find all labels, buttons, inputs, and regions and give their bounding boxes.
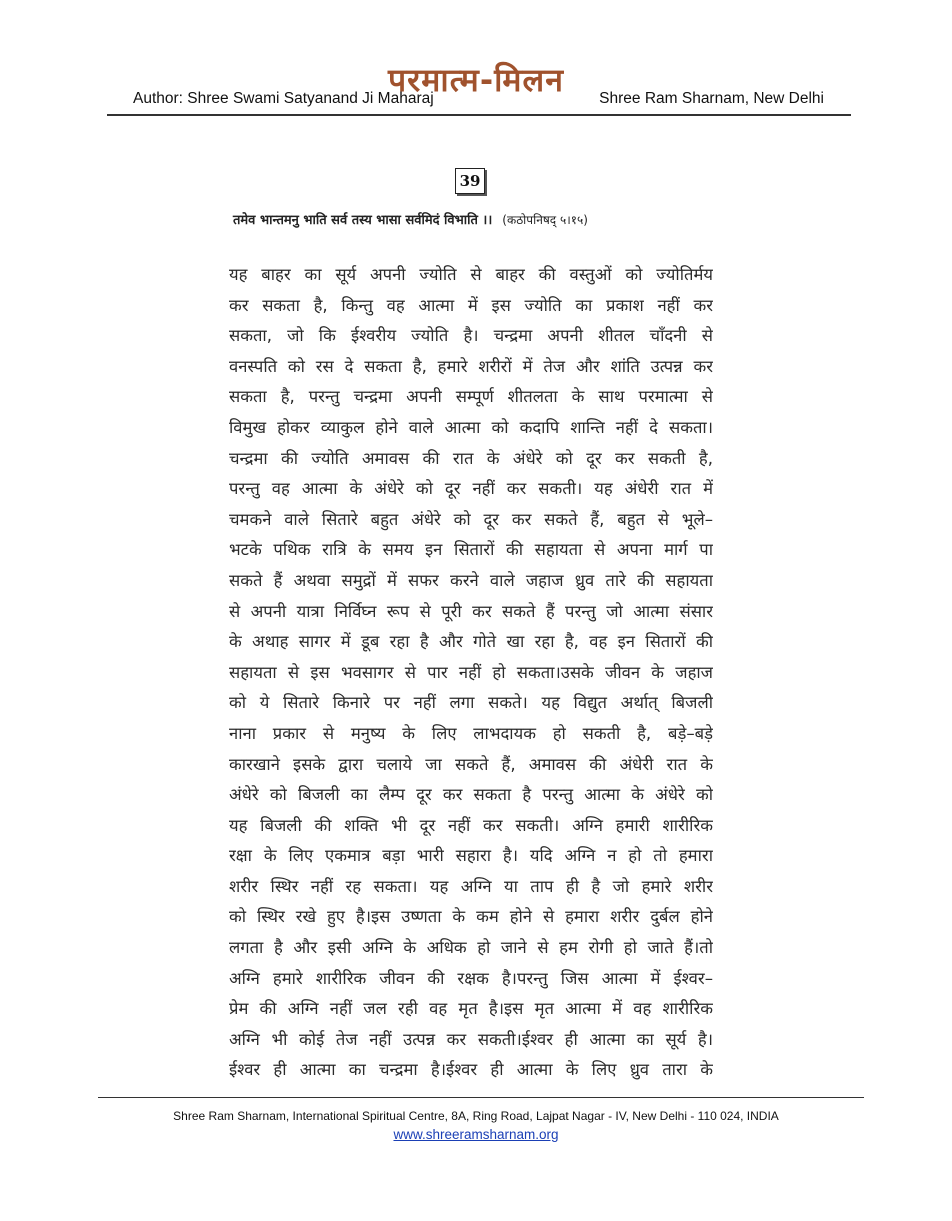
author-line: Author: Shree Swami Satyanand Ji Maharaj bbox=[133, 90, 434, 107]
text-line: ईश्वर ही आत्मा का चन्द्रमा है।ईश्वर ही आत्मा के लिए ध्रुव तारा के bbox=[229, 1060, 713, 1080]
text-line: शरीर स्थिर नहीं रह सकता। यह अग्नि या ताप ही है जो हमारे शरीर bbox=[229, 876, 713, 896]
text-line: को स्थिर रखे हुए है।इस उष्णता के कम होने से हमारा शरीर दुर्बल होने bbox=[229, 907, 713, 927]
text-line: चन्द्रमा की ज्योति अमावस की रात के अंधेरे को दूर कर सकती है, bbox=[229, 448, 713, 468]
text-line: अग्नि हमारे शारीरिक जीवन की रक्षक है।परन्तु जिस आत्मा में ईश्वर– bbox=[229, 968, 713, 988]
text-line: सहायता से इस भवसागर से पार नहीं हो सकता।उसके जीवन के जहाज bbox=[229, 662, 713, 682]
verse-text: तमेव भान्तमनु भाति सर्व तस्य भासा सर्वमिदं विभाति ।। bbox=[233, 213, 493, 228]
text-line: नाना प्रकार से मनुष्य के लिए लाभदायक हो सकती है, बड़े–बड़े bbox=[229, 723, 713, 743]
page-number-box: 39 bbox=[455, 168, 485, 194]
verse-line bbox=[233, 210, 713, 228]
text-line: रक्षा के लिए एकमात्र बड़ा भारी सहारा है। यदि अग्नि न हो तो हमारा bbox=[229, 846, 713, 866]
text-line: यह बिजली की शक्ति भी दूर नहीं कर सकती। अग्नि हमारी शारीरिक bbox=[229, 815, 713, 835]
publisher-line: Shree Ram Sharnam, New Delhi bbox=[599, 90, 824, 107]
body-paragraph bbox=[229, 260, 713, 1086]
text-line: यह बाहर का सूर्य अपनी ज्योति से बाहर की वस्तुओं को ज्योतिर्मय bbox=[229, 265, 713, 284]
text-line: के अथाह सागर में डूब रहा है और गोते खा रहा है, वह इन सितारों की bbox=[229, 632, 713, 652]
website-link[interactable]: www.shreeramsharnam.org bbox=[393, 1127, 559, 1142]
text-line: भटके पथिक रात्रि के समय इन सितारों की सहायता से अपना मार्ग पा bbox=[229, 540, 713, 560]
text-line: कारखाने इसके द्वारा चलाये जा सकते हैं, अमावस की अंधेरी रात के bbox=[229, 754, 713, 774]
text-line: विमुख होकर व्याकुल होने वाले आत्मा को कदापि शान्ति नहीं दे सकता। bbox=[229, 417, 713, 437]
text-line: लगता है और इसी अग्नि के अधिक हो जाने से हम रोगी हो जाते हैं।तो bbox=[229, 938, 713, 958]
text-line: अग्नि भी कोई तेज नहीं उत्पन्न कर सकती।ईश्वर ही आत्मा का सूर्य है। bbox=[229, 1029, 713, 1049]
text-line: सकते हैं अथवा समुद्रों में सफर करने वाले जहाज ध्रुव तारे की सहायता bbox=[229, 570, 713, 590]
text-line: परन्तु वह आत्मा के अंधेरे को दूर नहीं कर सकती। यह अंधेरी रात में bbox=[229, 479, 713, 499]
text-line: को ये सितारे किनारे पर नहीं लगा सकते। यह विद्युत अर्थात् बिजली bbox=[229, 693, 713, 713]
text-line: सकता, जो कि ईश्वरीय ज्योति है। चन्द्रमा अपनी शीतल चाँदनी से bbox=[229, 326, 713, 346]
footer-divider bbox=[98, 1097, 864, 1098]
book-title: परमात्म-मिलन bbox=[388, 61, 564, 99]
text-line: चमकने वाले सितारे बहुत अंधेरे को दूर कर सकते हैं, बहुत से भूले– bbox=[229, 509, 713, 529]
text-line: से अपनी यात्रा निर्विघ्न रूप से पूरी कर सकते हैं परन्तु जो आत्मा संसार bbox=[229, 601, 713, 621]
footer-address: Shree Ram Sharnam, International Spiritual Centre, 8A, Ring Road, Lajpat Nagar - IV, New Delhi - 110 024, INDIA bbox=[173, 1109, 779, 1123]
header-divider bbox=[107, 114, 851, 116]
text-line: अंधेरे को बिजली का लैम्प दूर कर सकता है परन्तु आत्मा के अंधेरे को bbox=[229, 785, 713, 805]
text-line: कर सकता है, किन्तु वह आत्मा में इस ज्योति का प्रकाश नहीं कर bbox=[229, 295, 713, 315]
text-line: सकता है, परन्तु चन्द्रमा अपनी सम्पूर्ण शीतलता के साथ परमात्मा से bbox=[229, 387, 713, 407]
verse-reference: (कठोपनिषद् ५।१५) bbox=[502, 213, 588, 227]
text-line: प्रेम की अग्नि नहीं जल रही वह मृत है।इस मृत आत्मा में वह शारीरिक bbox=[229, 999, 713, 1019]
text-line: वनस्पति को रस दे सकता है, हमारे शरीरों में तेज और शांति उत्पन्न कर bbox=[229, 356, 713, 376]
